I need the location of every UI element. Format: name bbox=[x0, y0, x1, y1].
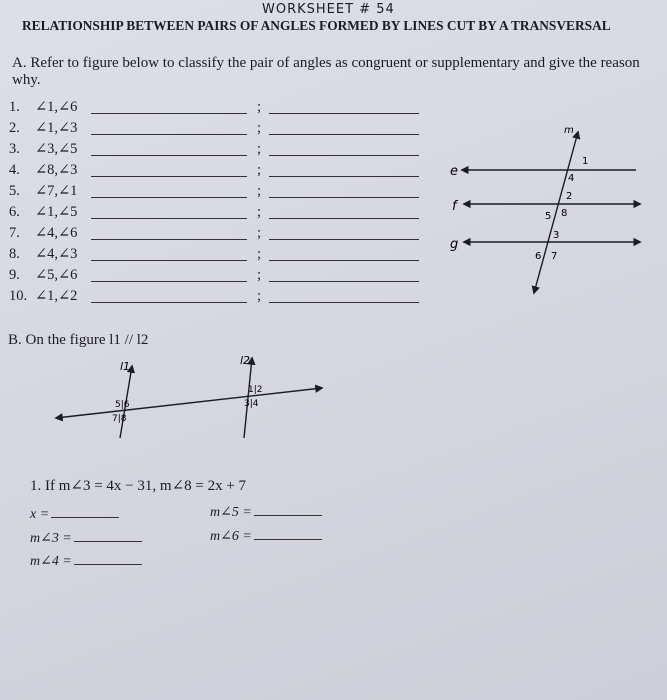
classification-blank[interactable] bbox=[91, 113, 247, 114]
angle-6: 6 bbox=[535, 251, 542, 262]
angle-pair: ∠5,∠6 bbox=[35, 267, 78, 283]
label-e: e bbox=[450, 164, 458, 179]
answer-m6-blank[interactable] bbox=[254, 539, 322, 540]
classification-blank[interactable] bbox=[91, 155, 247, 156]
angle-2: 2 bbox=[566, 191, 573, 202]
answer-m6 bbox=[210, 528, 322, 545]
classification-blank[interactable] bbox=[91, 218, 247, 219]
section-a-instruction: A. Refer to figure below to classify the pair of angles as congruent or supplementary and give the reason why. bbox=[12, 55, 640, 88]
answer-m6-label: m∠6 = bbox=[210, 529, 252, 544]
answer-m5 bbox=[210, 504, 322, 521]
angle-pair: ∠4,∠6 bbox=[35, 225, 78, 241]
figure-transversal bbox=[440, 118, 666, 303]
separator: ; bbox=[257, 246, 262, 262]
reason-blank[interactable] bbox=[269, 281, 419, 282]
label-g: g bbox=[450, 237, 459, 252]
separator: ; bbox=[257, 183, 262, 199]
question-item bbox=[9, 267, 429, 287]
problem-statement: 1. If m∠3 = 4x − 31, m∠8 = 2x + 7 bbox=[30, 478, 247, 494]
question-item bbox=[9, 225, 429, 245]
reason-blank[interactable] bbox=[269, 218, 419, 219]
label-l2: l2 bbox=[240, 354, 251, 367]
question-number: 1. bbox=[9, 99, 20, 115]
angle-pair: ∠1,∠3 bbox=[35, 120, 78, 136]
question-number: 2. bbox=[9, 120, 20, 136]
answer-m4-blank[interactable] bbox=[74, 564, 142, 565]
answer-m3 bbox=[30, 530, 142, 547]
classification-blank[interactable] bbox=[91, 260, 247, 261]
angle-4: 4 bbox=[568, 173, 575, 184]
question-item bbox=[9, 120, 429, 140]
angle-pair: ∠1,∠2 bbox=[35, 288, 78, 304]
figure-parallel-lines bbox=[50, 352, 340, 452]
angle-pair: ∠1,∠5 bbox=[35, 204, 78, 220]
separator: ; bbox=[257, 225, 262, 241]
question-item bbox=[9, 288, 429, 308]
question-item bbox=[9, 162, 429, 182]
angle-pair: ∠1,∠6 bbox=[35, 99, 78, 115]
separator: ; bbox=[257, 267, 262, 283]
separator: ; bbox=[257, 141, 262, 157]
angle-pair: ∠7,∠1 bbox=[35, 183, 78, 199]
answer-x-blank[interactable] bbox=[51, 517, 119, 518]
reason-blank[interactable] bbox=[269, 113, 419, 114]
question-number: 5. bbox=[9, 183, 20, 199]
line-l2 bbox=[244, 358, 252, 438]
classification-blank[interactable] bbox=[91, 302, 247, 303]
answer-x bbox=[30, 507, 119, 523]
question-item bbox=[9, 183, 429, 203]
reason-blank[interactable] bbox=[269, 260, 419, 261]
angle-pair: ∠8,∠3 bbox=[35, 162, 78, 178]
answer-m4 bbox=[30, 553, 142, 570]
worksheet-subtitle: RELATIONSHIP BETWEEN PAIRS OF ANGLES FORMED BY LINES CUT BY A TRANSVERSAL bbox=[22, 18, 611, 33]
transversal-line bbox=[56, 388, 322, 418]
angle-pair: ∠4,∠3 bbox=[35, 246, 78, 262]
angle-1-2: 1|2 bbox=[248, 385, 263, 395]
reason-blank[interactable] bbox=[269, 134, 419, 135]
separator: ; bbox=[257, 99, 262, 115]
separator: ; bbox=[257, 204, 262, 220]
question-item bbox=[9, 99, 429, 119]
answer-m5-blank[interactable] bbox=[254, 515, 322, 516]
answer-m4-label: m∠4 = bbox=[30, 554, 72, 569]
angle-3-4: 3|4 bbox=[244, 399, 259, 409]
classification-blank[interactable] bbox=[91, 176, 247, 177]
classification-blank[interactable] bbox=[91, 197, 247, 198]
reason-blank[interactable] bbox=[269, 197, 419, 198]
angle-7: 7 bbox=[551, 251, 558, 262]
angle-3: 3 bbox=[553, 230, 560, 241]
question-number: 9. bbox=[9, 267, 20, 283]
classification-blank[interactable] bbox=[91, 281, 247, 282]
separator: ; bbox=[257, 162, 262, 178]
label-f: f bbox=[452, 199, 457, 214]
question-number: 10. bbox=[9, 288, 28, 304]
label-m: m bbox=[564, 125, 574, 136]
question-item bbox=[9, 204, 429, 224]
worksheet-title: WORKSHEET # 54 bbox=[262, 2, 395, 17]
line-m bbox=[534, 132, 578, 293]
classification-blank[interactable] bbox=[91, 134, 247, 135]
reason-blank[interactable] bbox=[269, 239, 419, 240]
question-number: 4. bbox=[9, 162, 20, 178]
angle-5-6: 5|6 bbox=[115, 400, 130, 410]
question-number: 6. bbox=[9, 204, 20, 220]
answer-m3-blank[interactable] bbox=[74, 541, 142, 542]
question-item bbox=[9, 141, 429, 161]
reason-blank[interactable] bbox=[269, 302, 419, 303]
label-l1: l1 bbox=[120, 360, 131, 373]
reason-blank[interactable] bbox=[269, 176, 419, 177]
answer-x-label: x = bbox=[30, 507, 50, 522]
question-item bbox=[9, 246, 429, 266]
question-number: 7. bbox=[9, 225, 20, 241]
angle-1: 1 bbox=[582, 156, 589, 167]
classification-blank[interactable] bbox=[91, 239, 247, 240]
question-number: 3. bbox=[9, 141, 20, 157]
reason-blank[interactable] bbox=[269, 155, 419, 156]
answer-m5-label: m∠5 = bbox=[210, 505, 252, 520]
section-b-heading: B. On the figure l1 // l2 bbox=[8, 332, 149, 348]
angle-pair: ∠3,∠5 bbox=[35, 141, 78, 157]
separator: ; bbox=[257, 288, 262, 304]
separator: ; bbox=[257, 120, 262, 136]
angle-7-8: 7|8 bbox=[112, 414, 127, 424]
angle-8: 8 bbox=[561, 208, 568, 219]
question-number: 8. bbox=[9, 246, 20, 262]
angle-5: 5 bbox=[545, 211, 552, 222]
answer-m3-label: m∠3 = bbox=[30, 531, 72, 546]
